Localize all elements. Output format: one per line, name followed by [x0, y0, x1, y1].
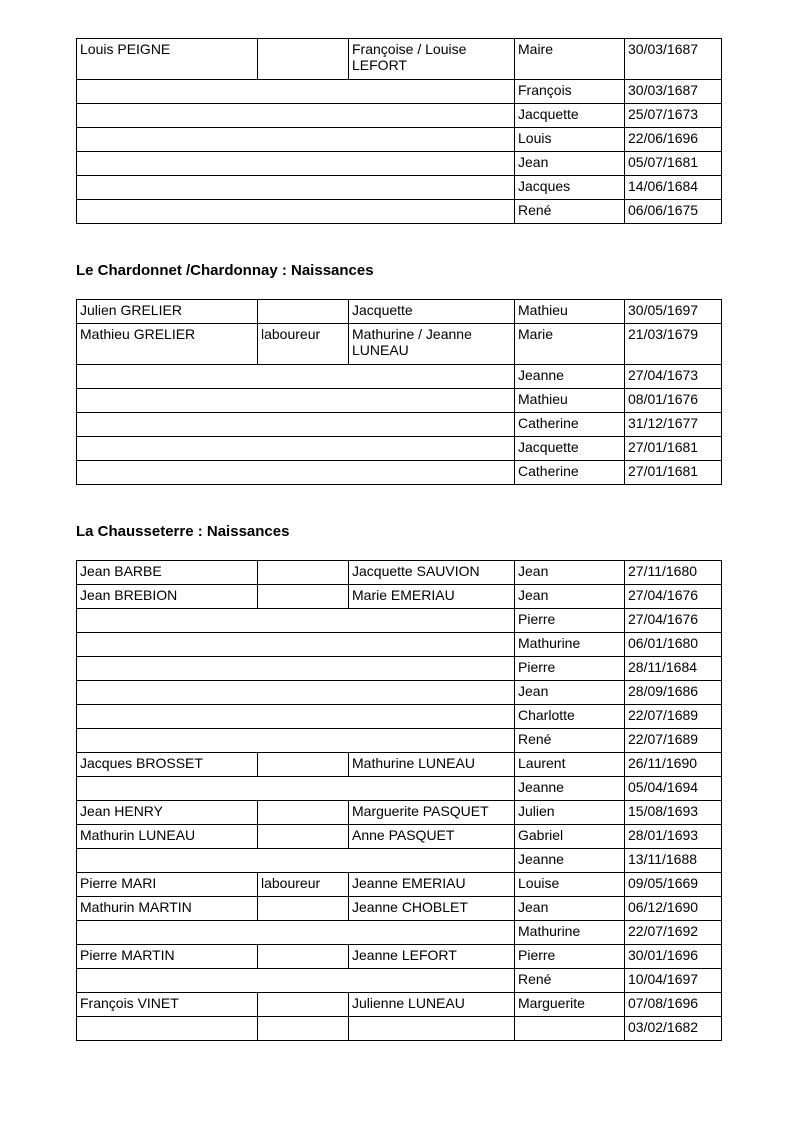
table-row	[77, 945, 722, 969]
father-cell: Pierre MARI	[77, 873, 258, 897]
table-row	[77, 753, 722, 777]
births-table-1	[76, 38, 722, 224]
father-cell: Julien GRELIER	[77, 300, 258, 324]
table-row	[77, 585, 722, 609]
birth-date-cell: 26/11/1690	[625, 753, 722, 777]
birth-date-cell: 21/03/1679	[625, 324, 722, 365]
table-row	[77, 801, 722, 825]
table-row	[77, 993, 722, 1017]
birth-date-cell: 09/05/1669	[625, 873, 722, 897]
table-row	[77, 128, 722, 152]
child-cell: Marie	[515, 324, 625, 365]
father-cell: Jean BARBE	[77, 561, 258, 585]
birth-date-cell: 22/07/1689	[625, 705, 722, 729]
empty-parents-cell	[77, 633, 515, 657]
birth-date-cell: 13/11/1688	[625, 849, 722, 873]
table-row	[77, 413, 722, 437]
births-table-chardonnet	[76, 299, 722, 485]
empty-parents-cell	[77, 104, 515, 128]
child-cell: Maire	[515, 39, 625, 80]
occupation-cell	[258, 801, 349, 825]
birth-date-cell: 27/01/1681	[625, 461, 722, 485]
empty-parents-cell	[77, 152, 515, 176]
birth-date-cell: 05/07/1681	[625, 152, 722, 176]
child-cell: Jean	[515, 897, 625, 921]
birth-date-cell: 05/04/1694	[625, 777, 722, 801]
child-cell: Jacquette	[515, 437, 625, 461]
birth-date-cell: 28/11/1684	[625, 657, 722, 681]
child-cell: Jacquette	[515, 104, 625, 128]
empty-parents-cell	[77, 681, 515, 705]
birth-date-cell: 10/04/1697	[625, 969, 722, 993]
child-cell: Pierre	[515, 609, 625, 633]
birth-date-cell: 28/01/1693	[625, 825, 722, 849]
child-cell: Mathurine	[515, 921, 625, 945]
child-cell: Catherine	[515, 413, 625, 437]
birth-date-cell: 15/08/1693	[625, 801, 722, 825]
child-cell	[515, 1017, 625, 1041]
child-cell: Julien	[515, 801, 625, 825]
table-row	[77, 80, 722, 104]
mother-cell	[349, 1017, 515, 1041]
table-row	[77, 681, 722, 705]
empty-parents-cell	[77, 969, 515, 993]
father-cell: François VINET	[77, 993, 258, 1017]
empty-parents-cell	[77, 461, 515, 485]
empty-parents-cell	[77, 200, 515, 224]
occupation-cell	[258, 39, 349, 80]
mother-cell: Jacquette	[349, 300, 515, 324]
father-cell: Jean BREBION	[77, 585, 258, 609]
birth-date-cell: 27/04/1676	[625, 609, 722, 633]
table-row	[77, 324, 722, 365]
father-cell: Jacques BROSSET	[77, 753, 258, 777]
mother-cell: Mathurine LUNEAU	[349, 753, 515, 777]
father-cell: Jean HENRY	[77, 801, 258, 825]
empty-parents-cell	[77, 437, 515, 461]
mother-cell: Julienne LUNEAU	[349, 993, 515, 1017]
births-table-chausseterre	[76, 560, 722, 1041]
empty-parents-cell	[77, 365, 515, 389]
child-cell: Louis	[515, 128, 625, 152]
birth-date-cell: 30/05/1697	[625, 300, 722, 324]
father-cell: Louis PEIGNE	[77, 39, 258, 80]
child-cell: Laurent	[515, 753, 625, 777]
birth-date-cell: 30/03/1687	[625, 80, 722, 104]
child-cell: René	[515, 729, 625, 753]
child-cell: René	[515, 200, 625, 224]
occupation-cell	[258, 585, 349, 609]
empty-parents-cell	[77, 609, 515, 633]
birth-date-cell: 31/12/1677	[625, 413, 722, 437]
table-row	[77, 104, 722, 128]
empty-parents-cell	[77, 729, 515, 753]
child-cell: Jean	[515, 585, 625, 609]
birth-date-cell: 27/11/1680	[625, 561, 722, 585]
mother-cell: Jacquette SAUVION	[349, 561, 515, 585]
table-row	[77, 921, 722, 945]
birth-date-cell: 06/06/1675	[625, 200, 722, 224]
mother-cell: Jeanne CHOBLET	[349, 897, 515, 921]
table-row	[77, 176, 722, 200]
table-row	[77, 729, 722, 753]
section-title-chausseterre: La Chausseterre : Naissances	[76, 523, 290, 540]
empty-parents-cell	[77, 849, 515, 873]
table-row	[77, 461, 722, 485]
occupation-cell	[258, 300, 349, 324]
child-cell: Gabriel	[515, 825, 625, 849]
mother-cell: Anne PASQUET	[349, 825, 515, 849]
table-row	[77, 705, 722, 729]
father-cell: Mathurin LUNEAU	[77, 825, 258, 849]
empty-parents-cell	[77, 777, 515, 801]
child-cell: Mathieu	[515, 389, 625, 413]
table-row	[77, 365, 722, 389]
child-cell: Mathurine	[515, 633, 625, 657]
occupation-cell: laboureur	[258, 324, 349, 365]
child-cell: Pierre	[515, 945, 625, 969]
table-row	[77, 300, 722, 324]
child-cell: Jacques	[515, 176, 625, 200]
table-row	[77, 561, 722, 585]
mother-cell: Jeanne EMERIAU	[349, 873, 515, 897]
birth-date-cell: 07/08/1696	[625, 993, 722, 1017]
birth-date-cell: 22/07/1692	[625, 921, 722, 945]
table-row	[77, 777, 722, 801]
empty-parents-cell	[77, 128, 515, 152]
occupation-cell	[258, 897, 349, 921]
occupation-cell	[258, 561, 349, 585]
child-cell: René	[515, 969, 625, 993]
mother-cell: Françoise / Louise LEFORT	[349, 39, 515, 80]
birth-date-cell: 25/07/1673	[625, 104, 722, 128]
occupation-cell	[258, 945, 349, 969]
table-row	[77, 873, 722, 897]
table-row	[77, 437, 722, 461]
child-cell: Louise	[515, 873, 625, 897]
occupation-cell	[258, 993, 349, 1017]
birth-date-cell: 30/01/1696	[625, 945, 722, 969]
birth-date-cell: 28/09/1686	[625, 681, 722, 705]
birth-date-cell: 27/04/1676	[625, 585, 722, 609]
child-cell: Jeanne	[515, 777, 625, 801]
occupation-cell	[258, 1017, 349, 1041]
child-cell: Jean	[515, 561, 625, 585]
empty-parents-cell	[77, 705, 515, 729]
birth-date-cell: 30/03/1687	[625, 39, 722, 80]
child-cell: Jeanne	[515, 365, 625, 389]
child-cell: François	[515, 80, 625, 104]
child-cell: Jean	[515, 152, 625, 176]
table-row	[77, 200, 722, 224]
birth-date-cell: 08/01/1676	[625, 389, 722, 413]
birth-date-cell: 27/01/1681	[625, 437, 722, 461]
child-cell: Jeanne	[515, 849, 625, 873]
child-cell: Pierre	[515, 657, 625, 681]
birth-date-cell: 03/02/1682	[625, 1017, 722, 1041]
birth-date-cell: 22/07/1689	[625, 729, 722, 753]
birth-date-cell: 27/04/1673	[625, 365, 722, 389]
birth-date-cell: 06/12/1690	[625, 897, 722, 921]
empty-parents-cell	[77, 80, 515, 104]
section-title-chardonnet: Le Chardonnet /Chardonnay : Naissances	[76, 262, 374, 279]
table-row	[77, 969, 722, 993]
table-row	[77, 152, 722, 176]
birth-date-cell: 06/01/1680	[625, 633, 722, 657]
table-row	[77, 389, 722, 413]
child-cell: Jean	[515, 681, 625, 705]
occupation-cell	[258, 753, 349, 777]
table-row	[77, 633, 722, 657]
empty-parents-cell	[77, 657, 515, 681]
table-row	[77, 1017, 722, 1041]
table-row	[77, 39, 722, 80]
child-cell: Catherine	[515, 461, 625, 485]
father-cell: Mathieu GRELIER	[77, 324, 258, 365]
table-row	[77, 657, 722, 681]
mother-cell: Marguerite PASQUET	[349, 801, 515, 825]
mother-cell: Jeanne LEFORT	[349, 945, 515, 969]
birth-date-cell: 14/06/1684	[625, 176, 722, 200]
table-row	[77, 897, 722, 921]
table-row	[77, 825, 722, 849]
child-cell: Charlotte	[515, 705, 625, 729]
empty-parents-cell	[77, 413, 515, 437]
empty-parents-cell	[77, 389, 515, 413]
occupation-cell: laboureur	[258, 873, 349, 897]
mother-cell: Mathurine / Jeanne LUNEAU	[349, 324, 515, 365]
child-cell: Mathieu	[515, 300, 625, 324]
father-cell	[77, 1017, 258, 1041]
table-row	[77, 849, 722, 873]
child-cell: Marguerite	[515, 993, 625, 1017]
birth-date-cell: 22/06/1696	[625, 128, 722, 152]
mother-cell: Marie EMERIAU	[349, 585, 515, 609]
empty-parents-cell	[77, 176, 515, 200]
occupation-cell	[258, 825, 349, 849]
father-cell: Mathurin MARTIN	[77, 897, 258, 921]
table-row	[77, 609, 722, 633]
father-cell: Pierre MARTIN	[77, 945, 258, 969]
empty-parents-cell	[77, 921, 515, 945]
